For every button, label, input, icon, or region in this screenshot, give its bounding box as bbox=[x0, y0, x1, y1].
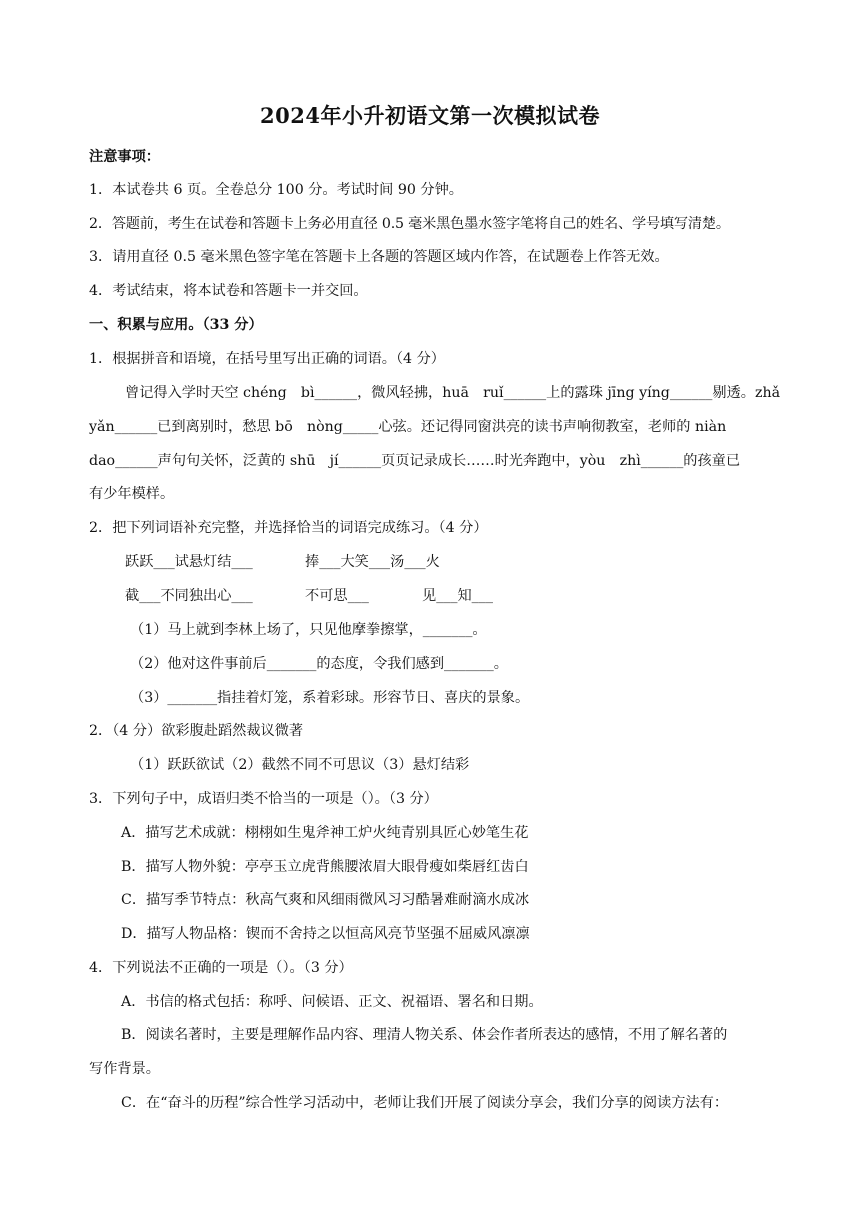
exam-title: 2024年小升初语文第一次模拟试卷 bbox=[260, 103, 600, 128]
word-fill-item: 捧___大笑___汤___火 bbox=[305, 554, 440, 570]
question-stem: 4．下列说法不正确的一项是（）。（3 分） bbox=[89, 960, 353, 976]
question-text-line: dao______声句句关怀，泛黄的 shū jí______页页记录成长……时光奔跑中，yòu zhì______的孩童已 bbox=[89, 453, 741, 469]
option-b-continued: 写作背景。 bbox=[89, 1061, 160, 1077]
option-b: B．阅读名著时，主要是理解作品内容、理清人物关系、体会作者所表达的感情，不用了解名著的 bbox=[121, 1027, 728, 1043]
question-stem: 1．根据拼音和语境，在括号里写出正确的词语。（4 分） bbox=[89, 351, 445, 367]
option-a: A．描写艺术成就：栩栩如生鬼斧神工炉火纯青别具匠心妙笔生花 bbox=[121, 825, 529, 841]
note-item: 2．答题前，考生在试卷和答题卡上务必用直径 0.5 毫米黑色墨水签字笔将自己的姓名、学号填写清楚。 bbox=[89, 216, 730, 232]
question-stem: 2．把下列词语补充完整，并选择恰当的词语完成练习。（4 分） bbox=[89, 520, 488, 536]
answer-line: （1）跃跃欲试（2）截然不同不可思议（3）悬灯结彩 bbox=[130, 757, 470, 773]
option-d: D．描写人物品格：锲而不舍持之以恒高风亮节坚强不屈威风凛凛 bbox=[121, 926, 530, 942]
question-stem: 3．下列句子中，成语归类不恰当的一项是（）。（3 分） bbox=[89, 791, 438, 807]
question-text-line: yǎn______已到离别时，愁思 bō nòng_____心弦。还记得同窗洪亮的读书声响彻教室，老师的 niàn bbox=[89, 419, 727, 435]
answer-line: 2．（4 分）欲彩腹赴蹈然裁议微著 bbox=[89, 723, 304, 739]
option-b: B．描写人物外貌：亭亭玉立虎背熊腰浓眉大眼骨瘦如柴唇红齿白 bbox=[121, 859, 529, 875]
option-c: C．描写季节特点：秋高气爽和风细雨微风习习酷暑难耐滴水成冰 bbox=[121, 892, 530, 908]
exercise-item: （3）_______指挂着灯笼，系着彩球。形容节日、喜庆的景象。 bbox=[130, 690, 530, 706]
note-item: 4．考试结束，将本试卷和答题卡一并交回。 bbox=[89, 283, 368, 299]
note-item: 3．请用直径 0.5 毫米黑色签字笔在答题卡上各题的答题区域内作答，在试题卷上作答无效。 bbox=[89, 249, 669, 265]
word-fill-item: 截___不同独出心___ bbox=[125, 588, 253, 604]
word-fill-item: 不可思___ bbox=[305, 588, 369, 604]
question-text-line: 曾记得入学时天空 chéng bì______，微风轻拂，huā ruǐ______上的露珠 jīng yíng______剔透。zhǎ bbox=[125, 385, 781, 401]
exercise-item: （1）马上就到李林上场了，只见他摩拳擦掌，_______。 bbox=[130, 622, 487, 638]
exercise-item: （2）他对这件事前后_______的态度，令我们感到_______。 bbox=[130, 656, 508, 672]
option-a: A．书信的格式包括：称呼、问候语、正文、祝福语、署名和日期。 bbox=[121, 994, 543, 1010]
section-heading: 一、积累与应用。（33 分） bbox=[89, 317, 263, 333]
question-text-line: 有少年模样。 bbox=[89, 486, 175, 502]
word-fill-item: 跃跃___试悬灯结___ bbox=[125, 554, 253, 570]
notes-heading: 注意事项： bbox=[89, 149, 160, 165]
option-c: C．在“奋斗的历程”综合性学习活动中，老师让我们开展了阅读分享会，我们分享的阅读方法有： bbox=[121, 1095, 729, 1111]
word-fill-item: 见___知___ bbox=[422, 588, 493, 604]
note-item: 1．本试卷共 6 页。全卷总分 100 分。考试时间 90 分钟。 bbox=[89, 182, 463, 198]
